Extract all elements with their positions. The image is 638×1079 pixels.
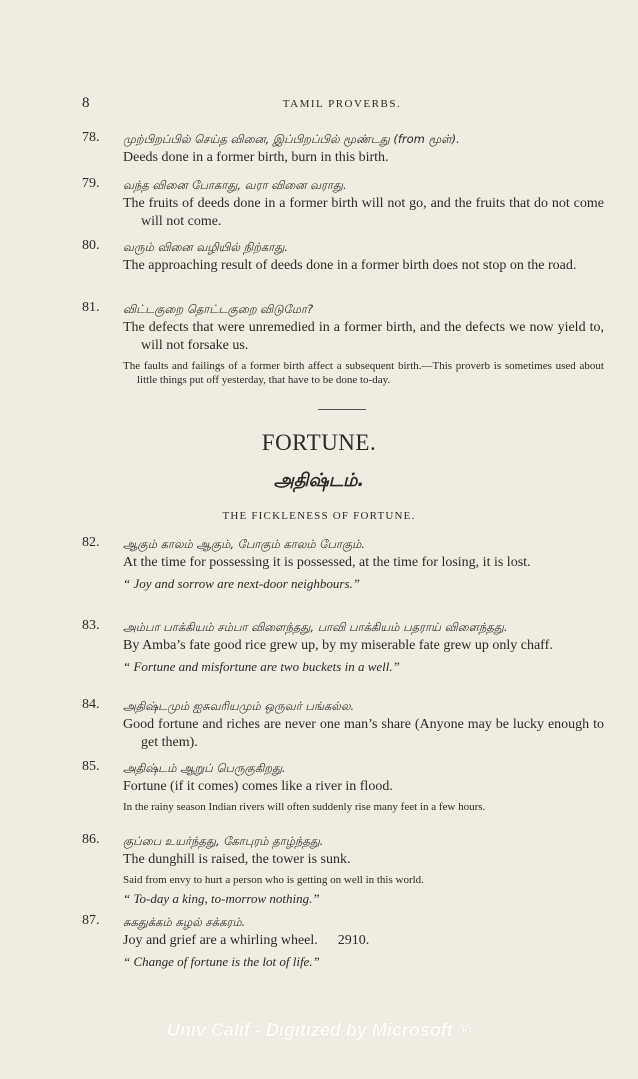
proverb-translation-text: Joy and grief are a whirling wheel. bbox=[123, 933, 318, 948]
proverb-tamil: அம்பா பாக்கியம் சம்பா விளைந்தது, பாவி பாக்கியம் பதராய் விளைந்தது. bbox=[123, 620, 508, 634]
proverb-82 bbox=[82, 535, 604, 592]
section-tamil-title: அதிஷ்டம். bbox=[273, 470, 365, 491]
proverb-tamil: முற்பிறப்பில் செய்த வினை, இப்பிறப்பில் மூண்டது (from மூள்). bbox=[123, 132, 460, 146]
page-header bbox=[82, 95, 602, 115]
cross-reference: 2910. bbox=[337, 933, 370, 948]
proverb-number: 81. bbox=[82, 300, 100, 315]
proverb-81 bbox=[82, 300, 604, 387]
proverb-translation: Good fortune and riches are never one man’s share (Anyone may be lucky enough to get them). bbox=[123, 717, 604, 750]
proverb-number: 80. bbox=[82, 238, 100, 253]
proverb-number: 84. bbox=[82, 697, 100, 712]
proverb-tamil: குப்பை உயர்ந்தது, கோபுரம் தாழ்ந்தது. bbox=[123, 834, 324, 848]
proverb-78 bbox=[82, 130, 604, 167]
proverb-translation: By Amba’s fate good rice grew up, by my miserable fate grew up only chaff. bbox=[123, 638, 553, 653]
proverb-note: In the rainy season Indian rivers will often suddenly rise many feet in a few hours. bbox=[123, 801, 486, 813]
proverb-tamil: வரும் வினை வழியில் நிற்காது. bbox=[123, 240, 289, 254]
proverb-number: 83. bbox=[82, 618, 100, 633]
proverb-translation: The defects that were unremedied in a former birth, and the defects we now yield to, will not forsake us. bbox=[123, 320, 604, 353]
proverb-translation: At the time for possessing it is possessed, at the time for losing, it is lost. bbox=[123, 555, 531, 570]
proverb-tamil: விட்டகுறை தொட்டகுறை விடுமோ? bbox=[123, 302, 314, 316]
proverb-note: The faults and failings of a former birth affect a subsequent birth.—This proverb is sometimes used about little things put off yesterday, that have to be done to-day. bbox=[123, 360, 604, 386]
proverb-quote: “ Joy and sorrow are next-door neighbours.” bbox=[123, 576, 361, 591]
proverb-79 bbox=[82, 176, 604, 231]
proverb-translation: The fruits of deeds done in a former birth will not go, and the fruits that do not come will not come. bbox=[123, 196, 604, 229]
proverb-80 bbox=[82, 238, 604, 275]
proverb-tamil: சுகதுக்கம் சுழல் சக்கரம். bbox=[123, 915, 246, 929]
running-head: TAMIL PROVERBS. bbox=[282, 98, 402, 110]
proverb-translation: The dunghill is raised, the tower is sunk. bbox=[123, 852, 351, 867]
proverb-quote: “ Fortune and misfortune are two buckets in a well.” bbox=[123, 659, 400, 674]
proverb-number: 86. bbox=[82, 832, 100, 847]
proverb-translation: Fortune (if it comes) comes like a river in flood. bbox=[123, 779, 393, 794]
proverb-tamil: அதிஷ்டம் ஆறுப் பெருகுகிறது. bbox=[123, 761, 286, 775]
proverb-83 bbox=[82, 618, 604, 675]
digitization-watermark: Univ Calif - Digitized by Microsoft ® bbox=[166, 1020, 472, 1040]
proverb-translation bbox=[123, 932, 604, 950]
proverb-tamil: ஆகும் காலம் ஆகும், போகும் காலம் போகும். bbox=[123, 537, 366, 551]
proverb-number: 82. bbox=[82, 535, 100, 550]
proverb-tamil: அதிஷ்டமும் ஐசுவரியமும் ஒருவர் பங்கல்ல. bbox=[123, 699, 355, 713]
proverb-number: 78. bbox=[82, 130, 100, 145]
section-title: FORTUNE. bbox=[261, 430, 377, 455]
proverb-tamil: வந்த வினை போகாது, வரா வினை வராது. bbox=[123, 178, 347, 192]
section-divider bbox=[318, 409, 366, 410]
proverb-87 bbox=[82, 913, 604, 970]
proverb-number: 79. bbox=[82, 176, 100, 191]
proverb-86 bbox=[82, 832, 604, 907]
proverb-translation: The approaching result of deeds done in a former birth does not stop on the road. bbox=[123, 258, 577, 273]
proverb-84 bbox=[82, 697, 604, 752]
proverb-quote: “ Change of fortune is the lot of life.” bbox=[123, 954, 320, 969]
proverb-quote: “ To-day a king, to-morrow nothing.” bbox=[123, 891, 320, 906]
section-subheading: THE FICKLENESS OF FORTUNE. bbox=[222, 510, 416, 522]
proverb-number: 87. bbox=[82, 913, 100, 928]
proverb-85 bbox=[82, 759, 604, 814]
page-number: 8 bbox=[82, 95, 90, 111]
proverb-number: 85. bbox=[82, 759, 100, 774]
proverb-note: Said from envy to hurt a person who is getting on well in this world. bbox=[123, 874, 424, 886]
proverb-translation: Deeds done in a former birth, burn in this birth. bbox=[123, 150, 389, 165]
